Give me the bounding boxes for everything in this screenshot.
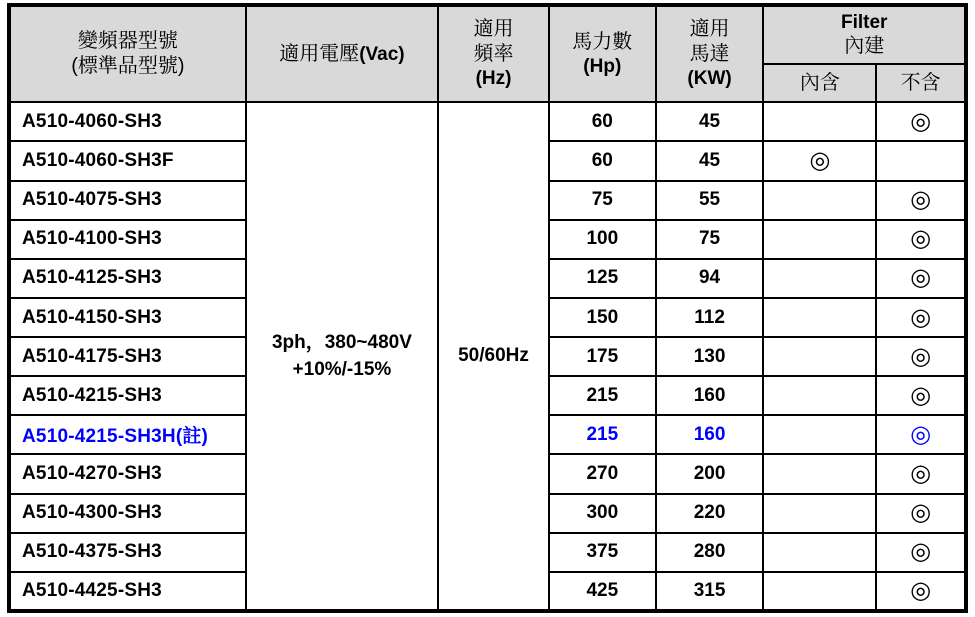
filter-included-cell: ◎ <box>763 141 876 180</box>
header-frequency <box>438 5 549 102</box>
model-cell: A510-4300-SH3 <box>9 494 246 533</box>
filter-excluded-cell: ◎ <box>876 494 966 533</box>
voltage-line2: +10%/-15% <box>292 359 392 381</box>
kw-cell: 280 <box>656 533 764 572</box>
header-voltage <box>246 5 438 102</box>
header-filter-line1: Filter <box>841 11 888 33</box>
filter-excluded-cell: ◎ <box>876 533 966 572</box>
hp-cell: 100 <box>549 220 656 259</box>
filter-included-cell <box>763 454 876 493</box>
kw-cell: 55 <box>656 181 764 220</box>
model-cell: A510-4060-SH3F <box>9 141 246 180</box>
model-cell: A510-4150-SH3 <box>9 298 246 337</box>
table-row <box>9 102 966 141</box>
model-cell: A510-4100-SH3 <box>9 220 246 259</box>
hp-cell: 215 <box>549 376 656 415</box>
filter-excluded-cell: ◎ <box>876 454 966 493</box>
model-cell: A510-4375-SH3 <box>9 533 246 572</box>
header-kw <box>656 5 764 102</box>
kw-cell: 45 <box>656 102 764 141</box>
filter-excluded-cell: ◎ <box>876 337 966 376</box>
filter-included-cell <box>763 376 876 415</box>
filter-included-cell <box>763 102 876 141</box>
hp-cell: 425 <box>549 572 656 611</box>
filter-included-cell <box>763 494 876 533</box>
header-kw-line1: 適用 <box>689 18 730 41</box>
filter-included-cell <box>763 181 876 220</box>
filter-excluded-cell: ◎ <box>876 572 966 611</box>
kw-cell: 160 <box>656 415 764 454</box>
filter-excluded-cell <box>876 141 966 180</box>
header-frequency-line2: 頻率 <box>473 43 514 66</box>
filter-excluded-cell: ◎ <box>876 376 966 415</box>
hp-cell: 60 <box>549 102 656 141</box>
header-model-line1: 變頻器型號 <box>77 30 178 53</box>
header-filter-included: 內含 <box>763 64 876 102</box>
filter-included-cell <box>763 220 876 259</box>
header-model-line2: (標準品型號) <box>71 55 185 78</box>
header-voltage-zh: 適用電壓 <box>279 42 360 65</box>
hp-cell: 175 <box>549 337 656 376</box>
hp-cell: 270 <box>549 454 656 493</box>
frequency-cell: 50/60Hz <box>438 102 549 611</box>
model-cell: A510-4060-SH3 <box>9 102 246 141</box>
kw-cell: 130 <box>656 337 764 376</box>
filter-included-cell <box>763 572 876 611</box>
hp-cell: 215 <box>549 415 656 454</box>
kw-cell: 45 <box>656 141 764 180</box>
filter-excluded-cell: ◎ <box>876 220 966 259</box>
kw-cell: 75 <box>656 220 764 259</box>
kw-cell: 160 <box>656 376 764 415</box>
filter-excluded-cell: ◎ <box>876 415 966 454</box>
model-cell: A510-4125-SH3 <box>9 259 246 298</box>
model-cell: A510-4075-SH3 <box>9 181 246 220</box>
filter-included-cell <box>763 259 876 298</box>
header-hp-line1: 馬力數 <box>572 30 633 53</box>
model-cell: A510-4175-SH3 <box>9 337 246 376</box>
hp-cell: 300 <box>549 494 656 533</box>
filter-excluded-cell: ◎ <box>876 259 966 298</box>
header-voltage-unit: (Vac) <box>359 43 405 65</box>
filter-included-cell <box>763 298 876 337</box>
header-row-top <box>9 5 966 64</box>
filter-included-cell <box>763 415 876 454</box>
hp-cell: 75 <box>549 181 656 220</box>
header-frequency-unit: (Hz) <box>475 68 512 90</box>
model-cell: A510-4215-SH3 <box>9 376 246 415</box>
hp-cell: 125 <box>549 259 656 298</box>
header-frequency-line1: 適用 <box>473 18 514 41</box>
hp-cell: 60 <box>549 141 656 180</box>
header-filter-excluded: 不含 <box>876 64 966 102</box>
filter-excluded-cell: ◎ <box>876 181 966 220</box>
header-filter <box>763 5 966 64</box>
header-model <box>9 5 246 102</box>
model-cell: A510-4215-SH3H(註) <box>9 415 246 454</box>
model-cell: A510-4425-SH3 <box>9 572 246 611</box>
voltage-line1: 3ph，380~480V <box>271 331 412 353</box>
kw-cell: 220 <box>656 494 764 533</box>
header-kw-unit: (KW) <box>687 68 732 90</box>
voltage-cell <box>246 102 438 611</box>
hp-cell: 150 <box>549 298 656 337</box>
kw-cell: 200 <box>656 454 764 493</box>
inverter-spec-table <box>7 3 968 613</box>
filter-included-cell <box>763 337 876 376</box>
header-hp <box>549 5 656 102</box>
filter-excluded-cell: ◎ <box>876 102 966 141</box>
filter-excluded-cell: ◎ <box>876 298 966 337</box>
kw-cell: 112 <box>656 298 764 337</box>
hp-cell: 375 <box>549 533 656 572</box>
kw-cell: 315 <box>656 572 764 611</box>
header-hp-unit: (Hp) <box>583 55 622 77</box>
header-filter-line2: 內建 <box>844 35 885 58</box>
header-kw-line2: 馬達 <box>689 43 730 66</box>
model-cell: A510-4270-SH3 <box>9 454 246 493</box>
kw-cell: 94 <box>656 259 764 298</box>
filter-included-cell <box>763 533 876 572</box>
